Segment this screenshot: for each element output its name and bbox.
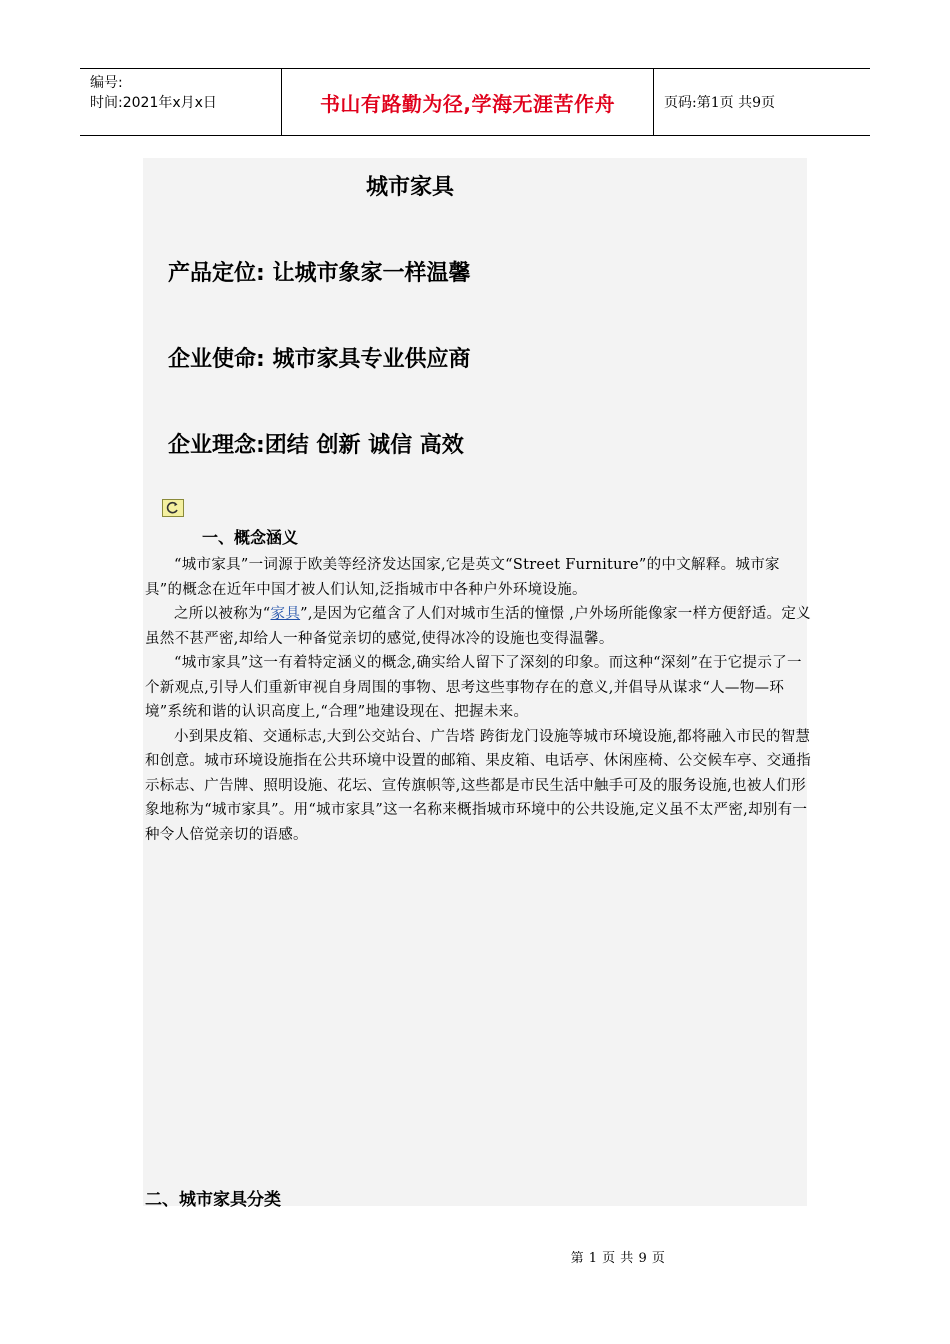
paragraph-1: “城市家具”一词源于欧美等经济发达国家,它是英文“Street Furniture”的中文解释。城市家具”的概念在近年中国才被人们认知,泛指城市中各种户外环境设施。 <box>145 557 780 598</box>
page-footer: 第 1 页 共 9 页 <box>570 1251 666 1266</box>
product-positioning: 产品定位: 让城市象家一样温馨 <box>168 261 471 286</box>
company-mission: 企业使命: 城市家具专业供应商 <box>168 347 471 372</box>
refresh-mark-icon-glyph <box>165 501 181 515</box>
section-1-title: 一、概念涵义 <box>202 528 299 547</box>
header-table <box>80 68 870 136</box>
paragraph-4: 小到果皮箱、交通标志,大到公交站台、广告塔 跨街龙门设施等城市环境设施,都将融入市民的智慧和创意。城市环境设施指在公共环境中设置的邮箱、果皮箱、电话亭、休闲座椅、公交候车亭、交通指示标志、广告牌、照明设施、花坛、宣传旗帜等,这些都是市民生活中触手可及的服务设施,也被人们形象地称为“城市家具”。用“城市家具”这一名称来概指城市环境中的公共设施,定义虽不太严密,却别有一种令人倍觉亲切的语感。 <box>145 728 811 843</box>
paragraph-2 <box>145 602 813 651</box>
furniture-link[interactable]: 家具 <box>270 606 301 622</box>
page-label: 页码:第1页 共9页 <box>664 95 775 111</box>
date-label: 时间:2021年x月x日 <box>90 95 217 111</box>
header-info-cell <box>80 69 281 135</box>
header-motto-cell <box>281 69 654 135</box>
header-page-cell <box>654 69 870 135</box>
motto-text: 书山有路勤为径,学海无涯苦作舟 <box>319 91 616 116</box>
refresh-mark-icon[interactable] <box>162 499 184 517</box>
company-philosophy: 企业理念:团结 创新 诚信 高效 <box>168 433 464 458</box>
paragraph-2-start: 之所以被称为“ <box>174 606 271 622</box>
section-2-title: 二、城市家具分类 <box>145 1190 281 1210</box>
paragraph-3: “城市家具”这一有着特定涵义的概念,确实给人留下了深刻的印象。而这种“深刻”在于它提示了一个新观点,引导人们重新审视自身周围的事物、思考这些事物存在的意义,并倡导从谋求“人—物—环境”系统和谐的认识高度上,“合理”地建设现在、把握未来。 <box>145 655 802 720</box>
number-label: 编号: <box>90 75 123 91</box>
section-1-body <box>145 553 813 847</box>
paragraph-2-rest: ”,是因为它蕴含了人们对城市生活的憧憬 ,户外场所能像家一样方便舒适。定义虽然不甚严密,却给人一种备觉亲切的感觉,使得冰冷的设施也变得温馨。 <box>145 606 811 647</box>
page-title: 城市家具 <box>365 175 454 200</box>
